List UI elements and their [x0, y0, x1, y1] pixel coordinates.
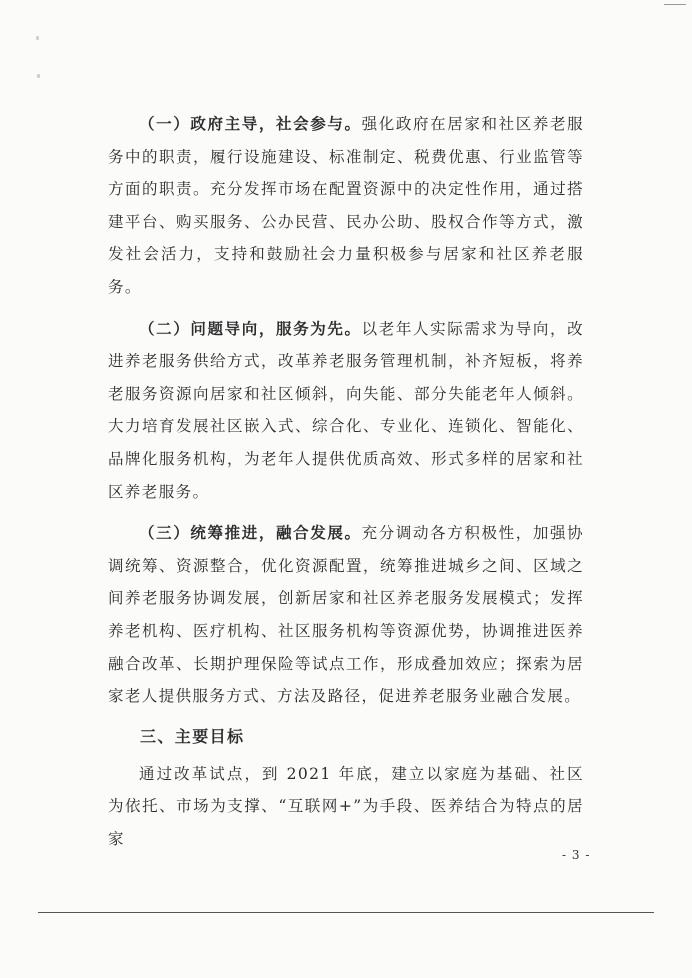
paragraph-1-body: 强化政府在居家和社区养老服务中的职责，履行设施建设、标准制定、税费优惠、行业监管等方面的职责。充分发挥市场在配置资源中的决定性作用，通过搭建平台、购买服务、公办民营、民办公助、股权合作等方式，激发社会活力，支持和鼓励社会力量积极参与居家和社区养老服务。 — [108, 115, 585, 296]
body-text — [108, 108, 584, 864]
page-number: - 3 - — [562, 848, 591, 862]
footer-divider — [38, 912, 654, 913]
paragraph-1-lead: （一）政府主导，社会参与。 — [139, 114, 362, 133]
scan-speck — [37, 74, 40, 78]
top-edge-mark — [664, 4, 686, 5]
paragraph-2 — [108, 313, 584, 509]
paragraph-1 — [108, 108, 584, 304]
paragraph-3-body: 充分调动各方积极性，加强协调统筹、资源整合，优化资源配置，统筹推进城乡之间、区域之间养老服务协调发展，创新居家和社区养老服务发展模式；发挥养老机构、医疗机构、社区服务机构等资源优势，协调推进医养融合改革、长期护理保险等试点工作，形成叠加效应；探索为居家老人提供服务方式、方法及路径，促进养老服务业融合发展。 — [108, 524, 585, 706]
section-heading: 三、主要目标 — [140, 726, 245, 746]
scan-speck — [36, 36, 39, 40]
closing-paragraph: 通过改革试点，到 2021 年底，建立以家庭为基础、社区为依托、市场为支撑、“互联网+”为手段、医养结合为特点的居家 — [108, 764, 584, 848]
paragraph-3 — [108, 517, 584, 713]
paragraph-3-lead: （三）统筹推进，融合发展。 — [139, 523, 362, 543]
paragraph-2-lead: （二）问题导向，服务为先。 — [139, 318, 362, 338]
paragraph-2-body: 以老年人实际需求为导向，改进养老服务供给方式，改革养老服务管理机制，补齐短板，将养老服务资源向居家和社区倾斜，向失能、部分失能老年人倾斜。大力培育发展社区嵌入式、综合化、专业化、连锁化、智能化、品牌化服务机构，为老年人提供优质高效、形式多样的居家和社区养老服务。 — [108, 319, 585, 501]
